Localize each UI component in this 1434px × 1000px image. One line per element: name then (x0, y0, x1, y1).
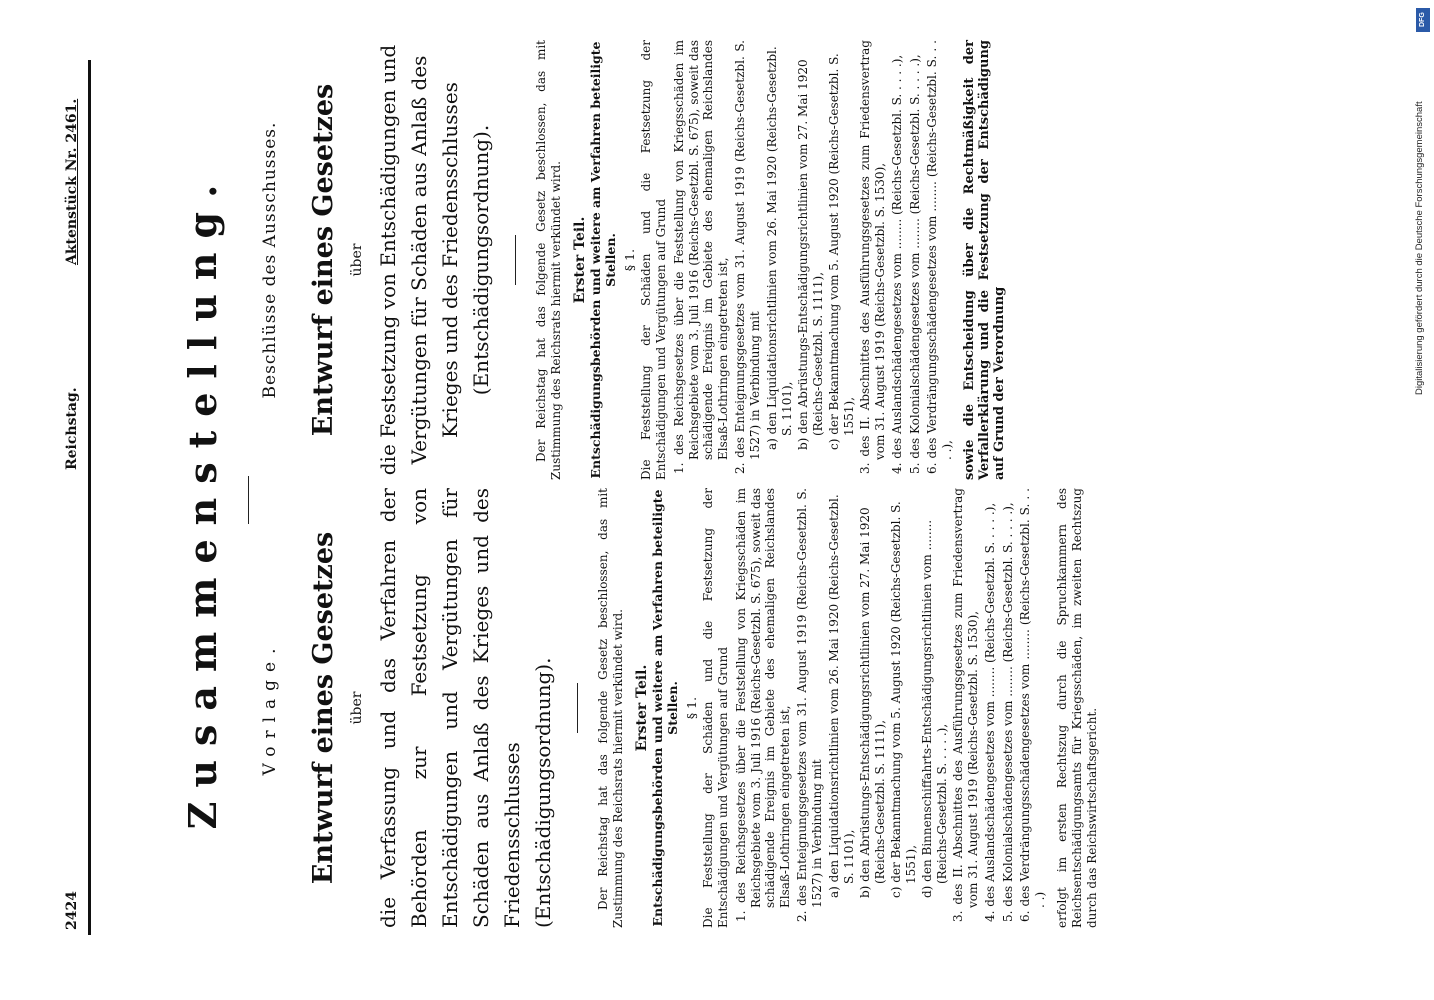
title-rule (248, 476, 249, 524)
dfg-credit-text: Digitalisierung gefördert durch die Deutsche Forschungsgemeinschaft (1414, 101, 1425, 395)
ueber-label: über (349, 691, 365, 725)
part-heading: Erster Teil. (634, 664, 650, 752)
document-title: Zusammenstellung. (180, 170, 225, 830)
section-rule (515, 235, 516, 285)
list-item: 2. des Enteignungsgesetzes vom 31. August 1919 (Reichs-Gesetzbl. S. 1527) in Verbindung mit (733, 40, 762, 474)
part-heading: Erster Teil. (572, 216, 588, 304)
sub-item: c) der Bekanntmachung vom 5. August 1920 (Reichs-Gesetzbl. S. 1551), (827, 53, 856, 450)
list-item: 2. des Enteignungsgesetzes vom 31. August 1919 (Reichs-Gesetzbl. S. 1527) in Verbindung mit (795, 488, 824, 922)
list-item: 3. des II. Abschnittes des Ausführungsgesetzes zum Friedensvertrag vom 31. August 1919 (Reichs-Gesetzbl. S. 1530), (858, 40, 887, 474)
list-item: 6. des Verdrängungsschädengesetzes vom ........ (Reichs-Gesetzbl. S. . . . .), (925, 40, 954, 474)
column-heading: Vorlage. (260, 640, 280, 776)
list-item: 1. des Reichsgesetzes über die Feststellung von Kriegsschäden im Reichsgebiete vom 3. Juli 1916 (Reichs-Gesetzbl. S. 675), soweit das schädigende Ereignis im Gebiete des ehemaligen Reichslandes Elsaß-Lothringen eingetreten ist, (672, 40, 730, 474)
part-subheading: Entschädigungsbehörden und weitere am Verfahren beteiligte Stellen. (650, 489, 680, 927)
law-title: Entwurf eines Gesetzes (308, 83, 339, 437)
law-title: Entwurf eines Gesetzes (308, 531, 339, 885)
paragraph-body: Die Feststellung der Schäden und die Festsetzung der Entschädigungen und Vergütungen auf Grund (639, 40, 668, 480)
list-item: 4. des Auslandschädengesetzes vom ........ (Reichs-Gesetzbl. S. . . . .), (890, 54, 904, 474)
page-number: 2424 (64, 891, 80, 930)
paragraph-body: Die Feststellung der Schäden und die Festsetzung der Entschädigungen und Vergütungen auf Grund (701, 488, 730, 928)
sub-item: b) den Abrüstungs-Entschädigungsrichtlinien vom 27. Mai 1920 (Reichs-Gesetzbl. S. 1111), (858, 507, 887, 898)
rotated-document-page (60, 0, 1360, 1000)
header-rule (88, 60, 91, 935)
sub-item: b) den Abrüstungs-Entschädigungsrichtlinien vom 27. Mai 1920 (Reichs-Gesetzbl. S. 1111), (796, 59, 825, 450)
paragraph-number: § 1. (622, 248, 637, 272)
list-item: 4. des Auslandschädengesetzes vom ........ (Reichs-Gesetzbl. S. . . . .), (983, 502, 997, 922)
header-reichstag: Reichstag. (64, 387, 80, 470)
list-item: 3. des II. Abschnittes des Ausführungsgesetzes zum Friedensvertrag vom 31. August 1919 (Reichs-Gesetzbl. S. 1530), (951, 488, 980, 922)
section-rule (577, 683, 578, 733)
paragraph-number: § 1. (684, 696, 699, 720)
enactment-clause: Der Reichstag hat das folgende Gesetz beschlossen, das mit Zustimmung des Reichsrats hiermit verkündet wird. (596, 488, 625, 928)
sub-item: c) der Bekanntmachung vom 5. August 1920 (Reichs-Gesetzbl. S. 1551), (889, 501, 918, 898)
law-subject: die Festsetzung von Entschädigungen und Vergütungen für Schäden aus Anlaß des Krieges und des Friedensschlusses (Entschädigungsordnung). (376, 44, 493, 476)
column-beschluesse (260, 40, 1020, 480)
part-subheading: Entschädigungsbehörden und weitere am Verfahren beteiligte Stellen. (588, 41, 618, 479)
list-item: 5. des Kolonialschädengesetzes vom ........ (Reichs-Gesetzbl. S. . . . .), (907, 54, 922, 474)
sub-item: d) den Binnenschiffahrts-Entschädigungsrichtlinien vom ........ (Reichs-Gesetzbl. S. . . . .), (920, 519, 949, 898)
list-item: 1. des Reichsgesetzes über die Feststellung von Kriegsschäden im Reichsgebiete vom 3. Juli 1916 (Reichs-Gesetzbl. S. 675), soweit das schädigende Ereignis im Gebiete des ehemaligen Reichslandes Elsaß-Lothringen eingetreten ist, (734, 488, 792, 922)
enactment-clause: Der Reichstag hat das folgende Gesetz beschlossen, das mit Zustimmung des Reichsrats hiermit verkündet wird. (534, 40, 563, 480)
column-vorlage (260, 488, 1112, 928)
dfg-logo-icon: DFG (1416, 8, 1430, 32)
column-heading: Beschlüsse des Ausschusses. (260, 121, 280, 399)
list-item: 5. des Kolonialschädengesetzes vom ........ (Reichs-Gesetzbl. S. . . . .), (1000, 502, 1015, 922)
law-subject: die Verfassung und das Verfahren der Behörden zur Festsetzung von Entschädigungen und Vergütungen für Schäden aus Anlaß des Krieges und des Friedensschlusses (Entschädigungsordnung). (376, 488, 555, 928)
list-item: 6. des Verdrängungsschädengesetzes vom ........ (Reichs-Gesetzbl. S. . . . .) (1018, 488, 1047, 922)
closing-text: erfolgt im ersten Rechtszug durch die Spruchkammern des Reichsentschädigungsamts für Kriegsschäden, im zweiten Rechtszug durch das Reichswirtschaftsgericht. (1055, 488, 1099, 928)
digitization-credit (1414, 10, 1428, 395)
closing-text: sowie die Entscheidung über die Rechtmäßigkeit der Verfallerklärung und die Festsetzung der Entschädigung auf Grund der Verordnung (962, 40, 1007, 480)
sub-item: a) den Liquidationsrichtlinien vom 26. Mai 1920 (Reichs-Gesetzbl. S. 1101), (827, 494, 856, 898)
ueber-label: über (349, 243, 365, 277)
sub-item: a) den Liquidationsrichtlinien vom 26. Mai 1920 (Reichs-Gesetzbl. S. 1101), (765, 46, 794, 450)
header-aktenstueck: Aktenstück Nr. 2461. (64, 98, 80, 265)
